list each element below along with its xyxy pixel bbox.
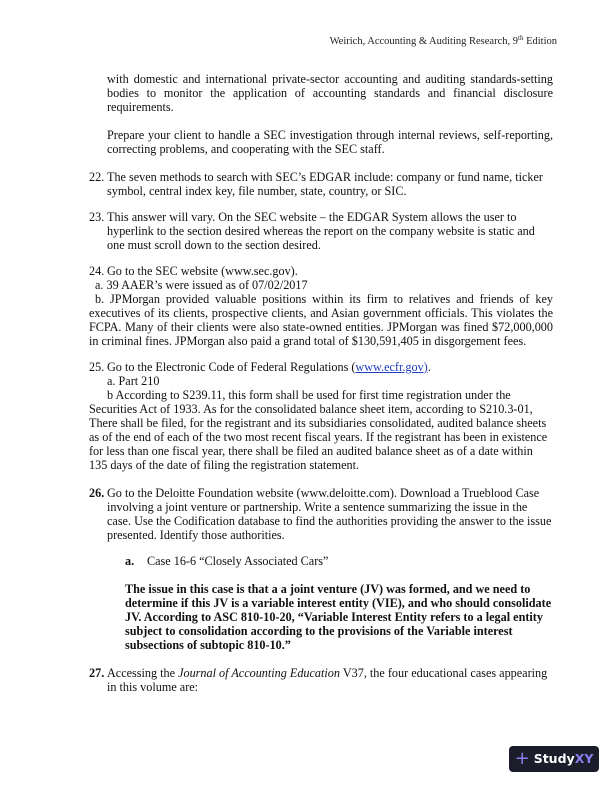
answer-26-summary: The issue in this case is that a a joint venture (JV) was formed, and we need to determine if this JV is a variable interest entity (VIE), and who should consolidate JV. According to ASC 810-10-20, “Variable Interest Entity refers to a legal entity subject to consolidation according to the provisions of the Variable interest subsections of subtopic 810-10.” bbox=[125, 582, 552, 652]
plus-icon: + bbox=[514, 748, 530, 769]
question-text: Go to the Electronic Code of Federal Regulations (www.ecfr.gov). bbox=[107, 360, 431, 374]
intro-paragraph-2: Prepare your client to handle a SEC investigation through internal reviews, self-reporting, correcting problems, and cooperating with the SEC staff. bbox=[107, 128, 553, 156]
answer-24a: a. 39 AAER’s were issued as of 07/02/2017 bbox=[95, 278, 308, 292]
case-title: Case 16-6 “Closely Associated Cars” bbox=[147, 554, 329, 568]
header-edition: Edition bbox=[523, 36, 557, 47]
sub-label: a. bbox=[125, 554, 135, 568]
logo-text-main: Study bbox=[533, 751, 575, 766]
question-number: 26. bbox=[89, 486, 105, 500]
journal-title: Journal of Accounting Education bbox=[178, 666, 340, 680]
question-number: 22. bbox=[89, 170, 105, 184]
question-number: 25. bbox=[89, 360, 105, 374]
question-25 bbox=[89, 360, 553, 472]
question-text: Go to the Deloitte Foundation website (www.deloitte.com). Download a Trueblood Case involving a joint venture or partnership. Write a sentence summarizing the issue in the case. Use the Codification database to find the authorities providing the answer to the issue presented. Identify those authorities. bbox=[107, 486, 552, 542]
question-22 bbox=[89, 170, 553, 198]
answer-25a: a. Part 210 bbox=[107, 374, 160, 388]
ecfr-link[interactable]: www.ecfr.gov) bbox=[355, 360, 428, 374]
question-23 bbox=[89, 210, 553, 252]
question-27 bbox=[89, 666, 553, 694]
document-body bbox=[89, 72, 553, 694]
answer-text: The seven methods to search with SEC’s EDGAR include: company or fund name, ticker symbol, central index key, file number, state, country, or SIC. bbox=[107, 170, 543, 198]
studyxy-logo[interactable] bbox=[509, 746, 599, 772]
intro-section bbox=[89, 72, 553, 156]
logo-text-accent: XY bbox=[574, 751, 594, 766]
answer-text: This answer will vary. On the SEC website – the EDGAR System allows the user to hyperlink to the section desired whereas the report on the company website is static and one must scroll down to the section desired. bbox=[107, 210, 535, 252]
question-24 bbox=[89, 264, 553, 348]
header-text: Weirich, Accounting & Auditing Research, 9 bbox=[329, 36, 518, 47]
answer-24b: b. JPMorgan provided valuable positions within its firm to relatives and friends of key executives of its clients, prospective clients, and Asian government officials. This violates the FCPA. Many of their clients were also state-owned entities. JPMorgan was fined $72,000,000 in criminal fines. JPMorgan also paid a grand total of $130,591,405 in disgorgement fees. bbox=[89, 292, 553, 348]
header-superscript: th bbox=[518, 34, 524, 42]
running-header bbox=[330, 35, 557, 49]
question-text: Accessing the Journal of Accounting Education V37, the four educational cases appearing in this volume are: bbox=[107, 666, 548, 694]
intro-paragraph-1: with domestic and international private-sector accounting and auditing standards-setting bodies to monitor the application of accounting standards and financial disclosure requirements. bbox=[107, 72, 553, 114]
question-number: 27. bbox=[89, 666, 105, 680]
question-number: 24. bbox=[89, 264, 105, 278]
answer-26a bbox=[89, 554, 553, 568]
question-26 bbox=[89, 486, 553, 652]
question-number: 23. bbox=[89, 210, 105, 224]
question-text: Go to the SEC website (www.sec.gov). bbox=[107, 264, 298, 278]
answer-25b: b According to S239.11, this form shall be used for first time registration under the Securities Act of 1933. As for the consolidated balance sheet item, according to S210.3-01, There shall be filed, for the registrant and its subsidiaries consolidated, audited balance sheets as of the end of each of the two most recent fiscal years. If the registrant has been in existence for less than one fiscal year, there shall be filed an audited balance sheet as of a date within 135 days of the date of filing the registration statement. bbox=[89, 388, 548, 472]
